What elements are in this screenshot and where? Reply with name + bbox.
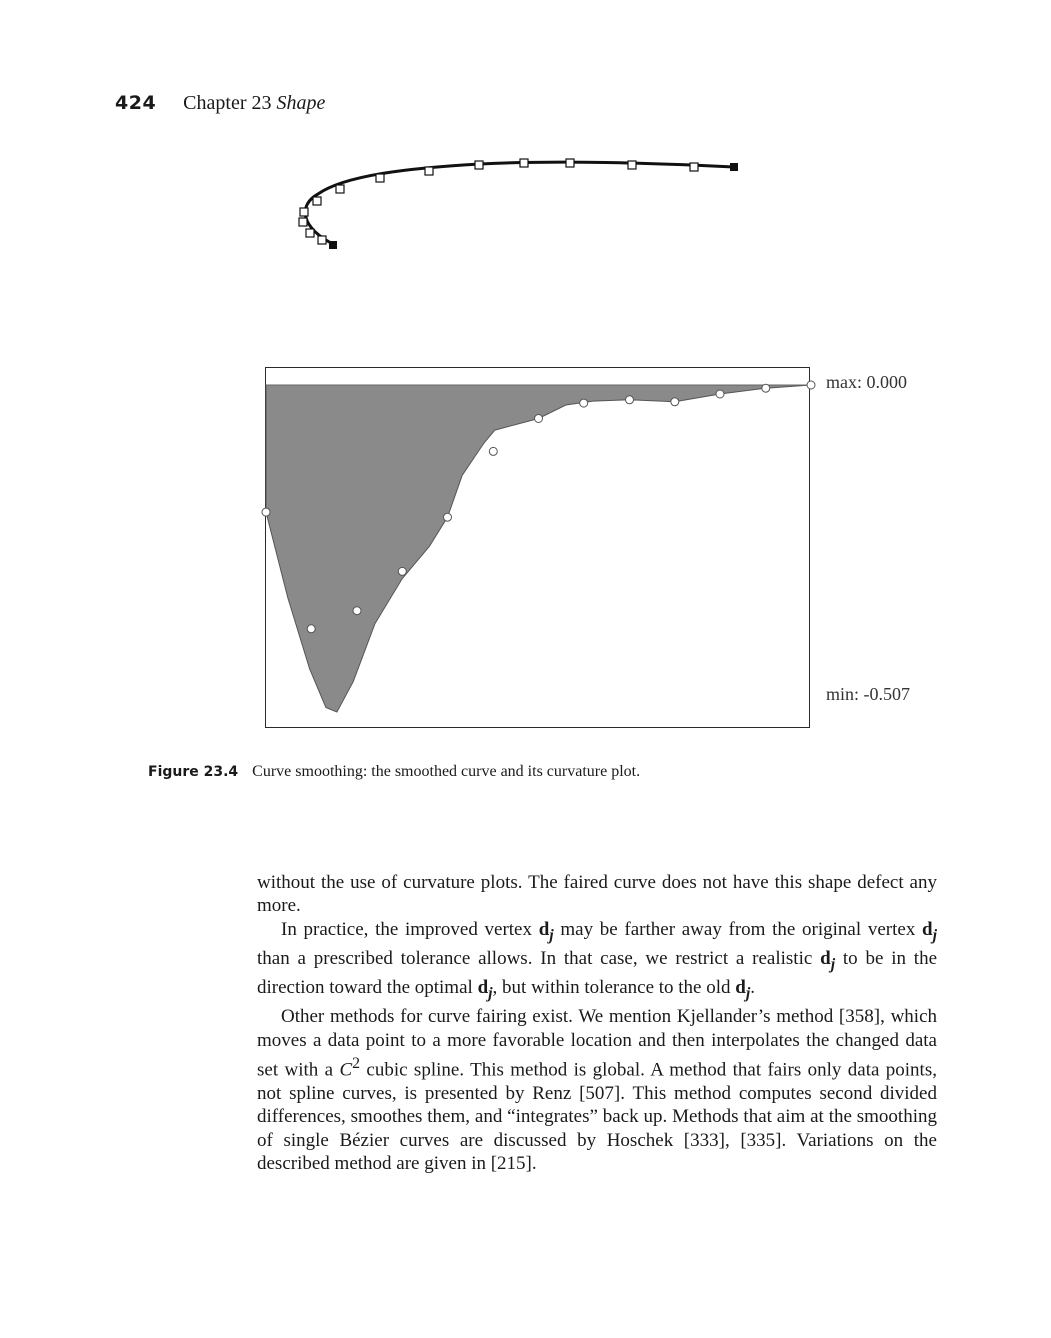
body-text bbox=[257, 871, 937, 1176]
curvature-point bbox=[535, 415, 543, 423]
caption-text: Curve smoothing: the smoothed curve and its curvature plot. bbox=[252, 763, 641, 780]
curvature-point bbox=[489, 447, 497, 455]
superscript: 2 bbox=[352, 1055, 361, 1073]
figure-caption bbox=[148, 763, 640, 781]
min-label: min: -0.507 bbox=[826, 684, 910, 704]
curvature-point bbox=[626, 396, 634, 404]
curvature-point bbox=[444, 513, 452, 521]
math-symbol: $d_j$ bbox=[735, 977, 751, 1003]
paragraph: without the use of curvature plots. The faired curve does not have this shape defect any more. bbox=[257, 872, 937, 917]
math-symbol: $d_j$ bbox=[922, 918, 937, 944]
paragraph: Other methods for curve fairing exist. We mention Kjellander’s method [358], which moves a data point to a more favorable location and then interpolates the changed data set with a $C^2$ cubic spline. This method is global. A method that fairs only data points, not spline curves, is presented by Renz [507]. This method computes second divided differences, smoothes them, and “integrates” back up. Methods that aim at the smoothing of single Bézier curves are discussed by Hoschek [333], [335]. Variations on the described method are given in [215]. bbox=[257, 1006, 937, 1175]
curvature-area bbox=[266, 385, 811, 712]
math-symbol: C bbox=[339, 1059, 353, 1081]
curvature-point bbox=[353, 607, 361, 615]
chapter-title: Shape bbox=[276, 92, 326, 114]
curvature-point bbox=[807, 381, 815, 389]
page-number: 424 bbox=[115, 92, 157, 114]
chapter-label: Chapter 23 bbox=[183, 92, 272, 114]
curvature-point bbox=[398, 567, 406, 575]
curvature-point bbox=[262, 508, 270, 516]
curvature-point bbox=[716, 390, 724, 398]
math-symbol: $d_j$ bbox=[477, 977, 493, 1003]
curvature-point bbox=[580, 399, 588, 407]
math-symbol: $d_j$ bbox=[820, 948, 836, 973]
curvature-point bbox=[671, 398, 679, 406]
math-symbol: $d_j$ bbox=[538, 918, 554, 944]
paragraph: In practice, the improved vertex $d_j$ may be farther away from the original vertex $d_j$ than a prescribed tolerance allows. In that case, we restrict a realistic $d_j$ to be in the direction toward the optimal $d_j$, but within tolerance to the old $d_j$. bbox=[257, 918, 938, 1003]
caption-label: Figure 23.4 bbox=[148, 764, 239, 780]
curvature-point bbox=[762, 384, 770, 392]
curvature-point bbox=[307, 625, 315, 633]
max-label: max: 0.000 bbox=[826, 372, 907, 392]
